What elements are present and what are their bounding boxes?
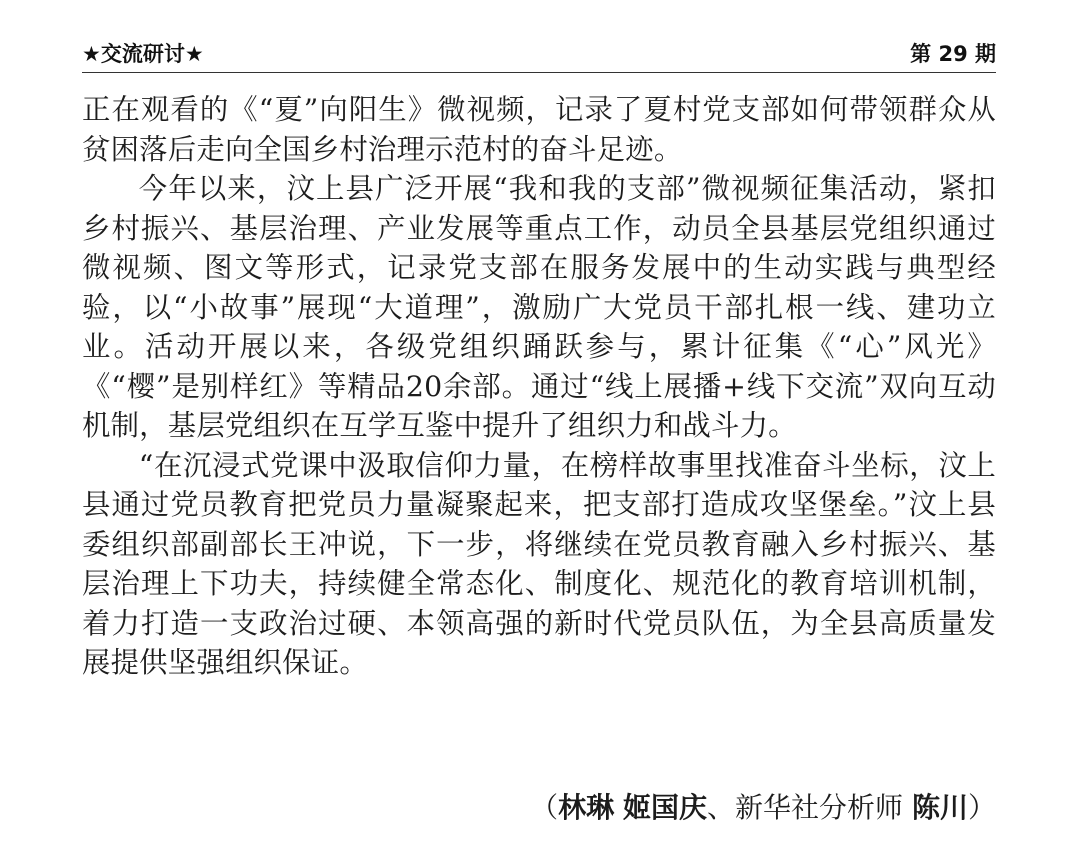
section-title: ★交流研讨★ — [82, 42, 204, 66]
article-body — [82, 90, 996, 683]
byline-open-paren: （ — [530, 791, 559, 824]
byline-author-1: 林琳 — [558, 791, 615, 824]
byline-organization: 新华社分析师 — [735, 791, 904, 824]
paragraph-2: 今年以来，汶上县广泛开展“我和我的支部”微视频征集活动，紧扣乡村振兴、基层治理、产业发展等重点工作，动员全县基层党组织通过微视频、图文等形式，记录党支部在服务发展中的生动实践与典型经验，以“小故事”展现“大道理”，激励广大党员干部扎根一线、建功立业。活动开展以来，各级党组织踊跃参与，累计征集《“心”风光》《“樱”是别样红》等精品20余部。通过“线上展播+线下交流”双向互动机制，基层党组织在互学互鉴中提升了组织力和战斗力。 — [82, 172, 996, 442]
paragraph-3: “在沉浸式党课中汲取信仰力量，在榜样故事里找准奋斗坐标，汶上县通过党员教育把党员力量凝聚起来，把支部打造成攻坚堡垒。”汶上县委组织部副部长王冲说，下一步，将继续在党员教育融入乡村振兴、基层治理上下功夫，持续健全常态化、制度化、规范化的教育培训机制，着力打造一支政治过硬、本领高强的新时代党员队伍，为全县高质量发展提供坚强组织保证。 — [82, 448, 996, 679]
page-header — [82, 36, 996, 70]
byline-author-2: 姬国庆 — [623, 791, 708, 824]
byline — [530, 788, 996, 828]
byline-close-paren: ） — [967, 791, 996, 824]
header-divider — [82, 72, 996, 73]
byline-author-3: 陈川 — [911, 791, 968, 824]
paragraph-1: 正在观看的《“夏”向阳生》微视频，记录了夏村党支部如何带领群众从贫困落后走向全国乡村治理示范村的奋斗足迹。 — [82, 93, 996, 166]
issue-number: 第 29 期 — [910, 42, 996, 66]
byline-separator: 、 — [707, 791, 736, 824]
